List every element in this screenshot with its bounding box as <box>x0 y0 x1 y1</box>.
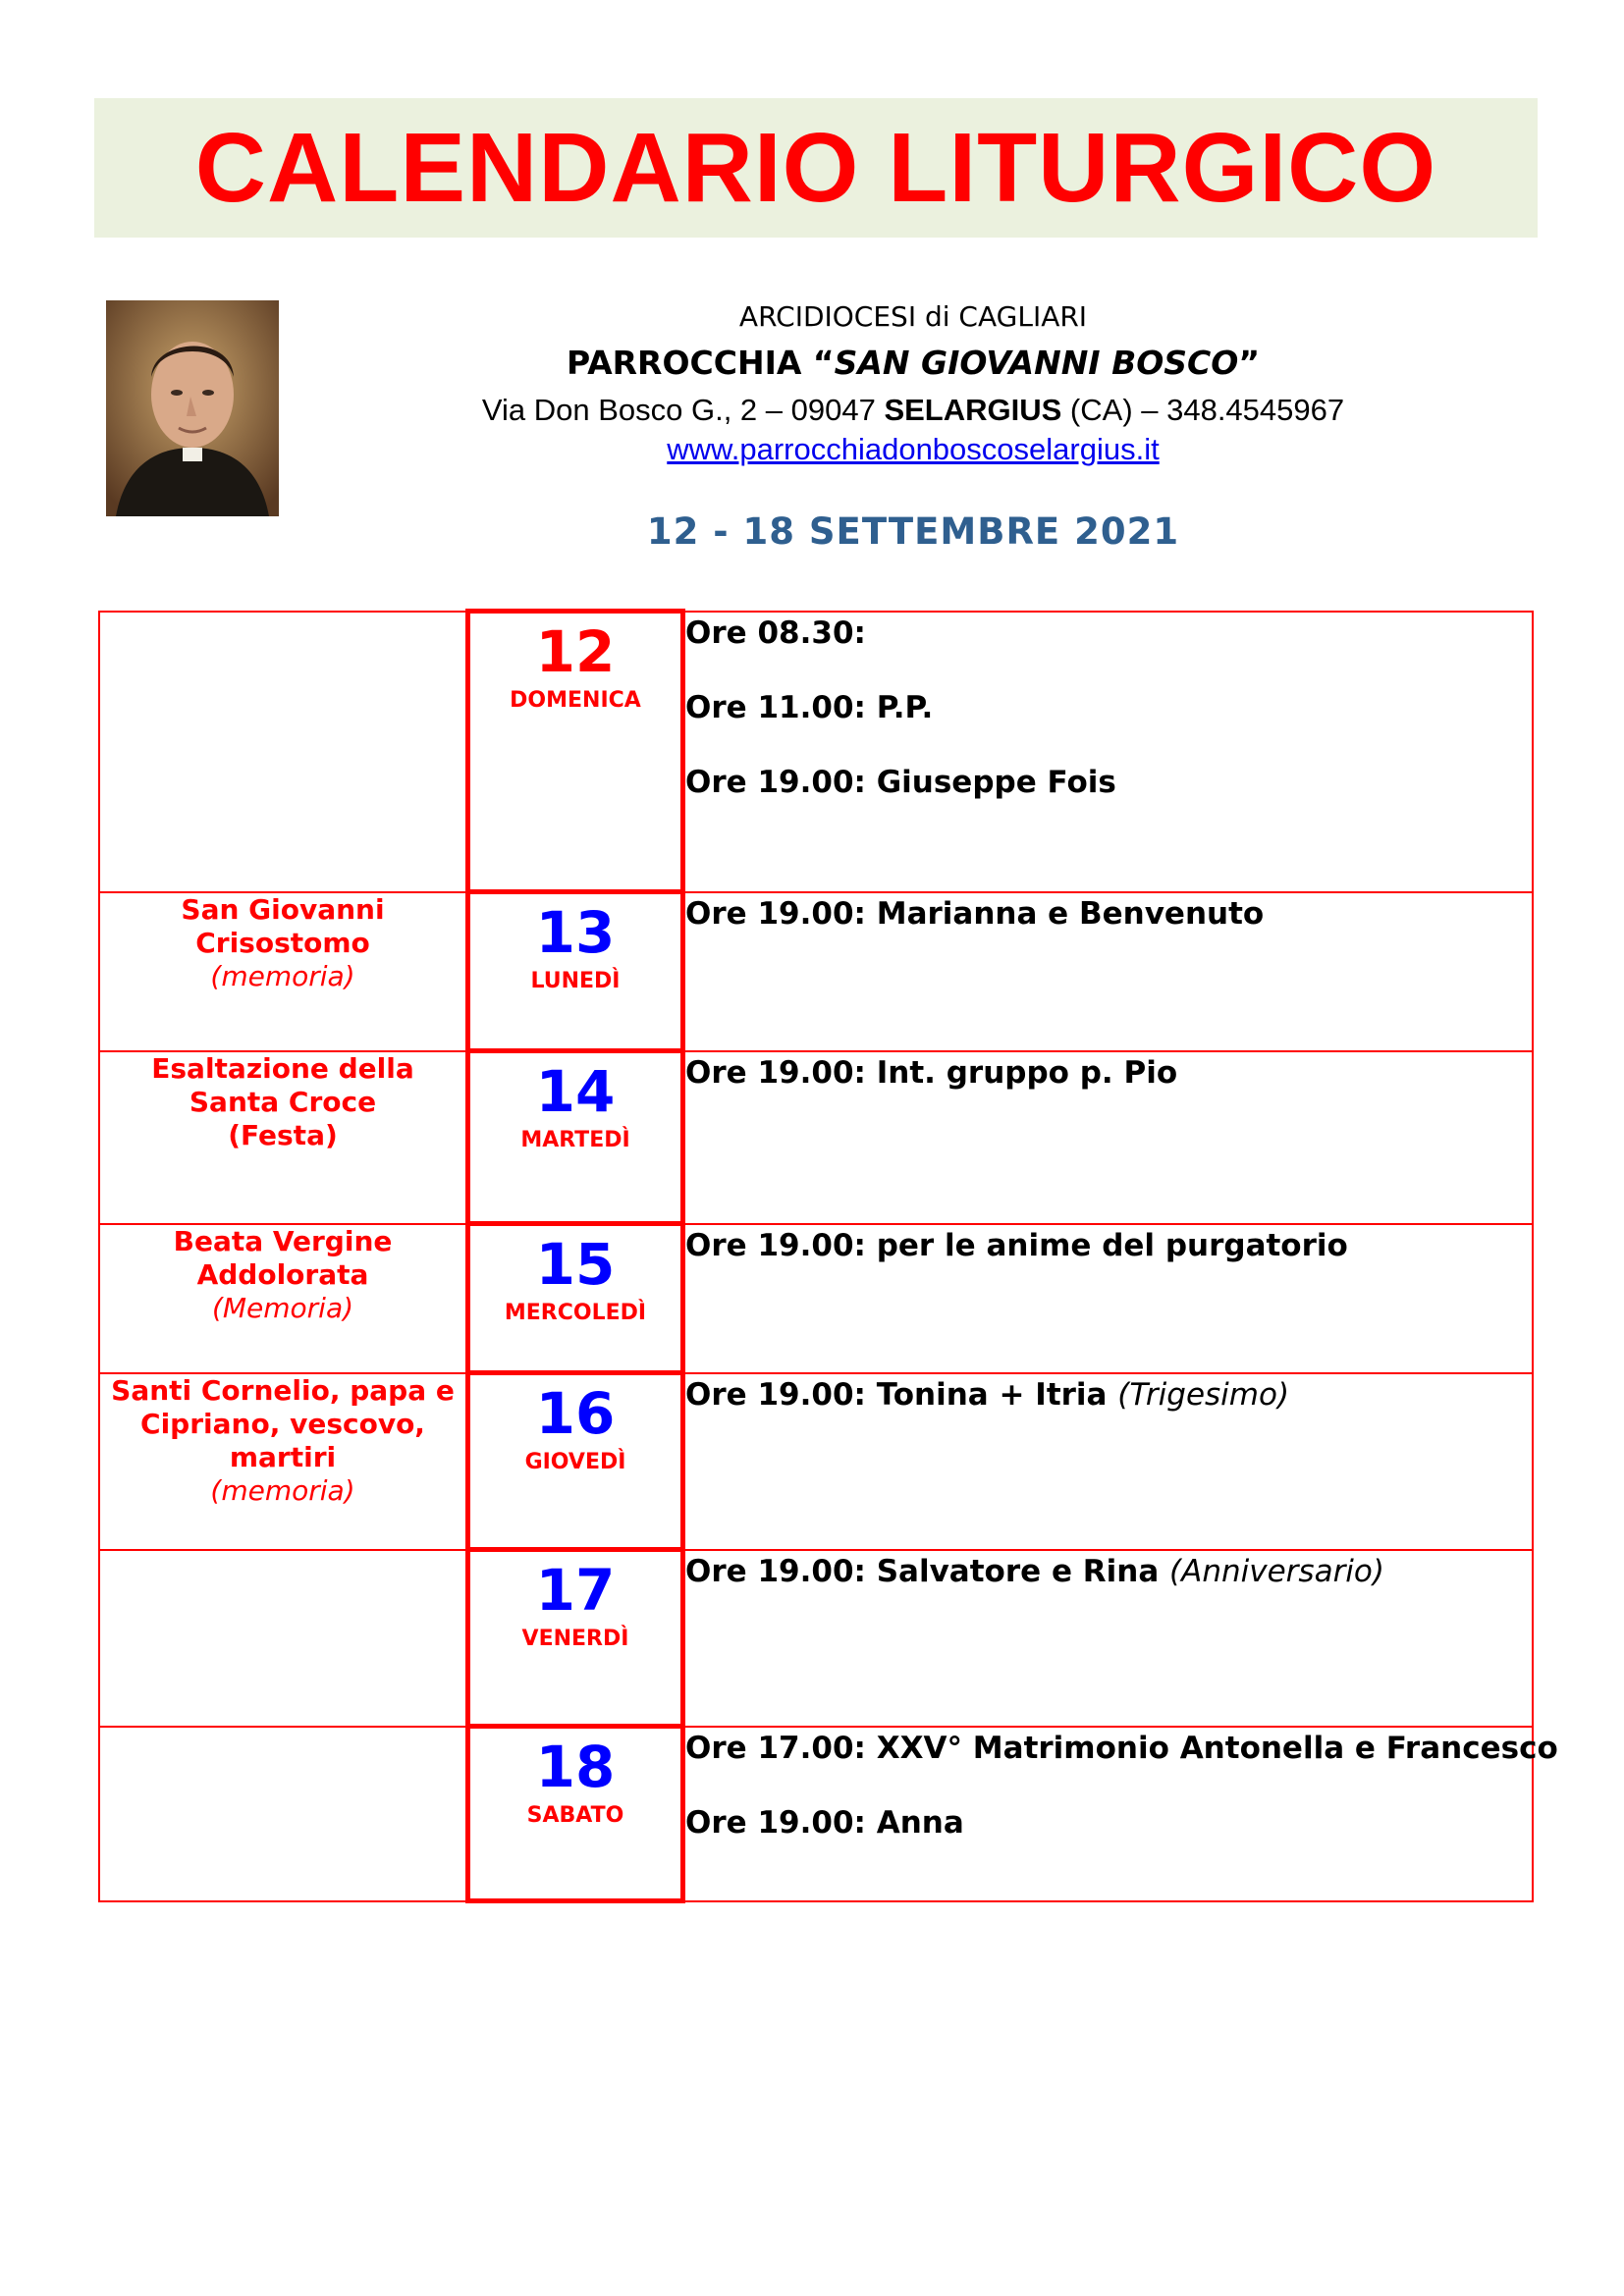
mass-time: Ore 19.00: <box>685 1553 866 1589</box>
saint-of-day <box>99 892 468 1051</box>
saint-name-line: martiri <box>229 1440 337 1473</box>
liturgical-calendar-table <box>98 609 1558 1903</box>
saint-name-line: Esaltazione della <box>151 1051 414 1085</box>
mass-entry <box>685 687 1532 728</box>
mass-intention: Tonina + Itria <box>876 1376 1108 1413</box>
day-number: 15 <box>535 1231 616 1298</box>
mass-intention: Salvatore e Rina <box>876 1553 1160 1589</box>
mass-intentions <box>683 1727 1558 1901</box>
mass-intention: Giuseppe Fois <box>876 764 1116 800</box>
day-name: MARTEDÌ <box>520 1128 630 1152</box>
mass-note: (Trigesimo) <box>1117 1376 1290 1413</box>
day-cell <box>468 1224 683 1373</box>
calendar-row <box>99 1550 1533 1727</box>
mass-entry <box>685 1225 1532 1266</box>
mass-note: (Anniversario) <box>1169 1553 1384 1589</box>
day-name: MERCOLEDÌ <box>504 1301 647 1325</box>
mass-intention: Int. gruppo p. Pio <box>876 1054 1178 1091</box>
calendar-row <box>99 612 1533 892</box>
mass-time: Ore 19.00: <box>685 1804 866 1841</box>
day-cell <box>468 1727 683 1901</box>
mass-time: Ore 19.00: <box>685 1227 866 1263</box>
mass-intentions <box>683 1051 1534 1224</box>
day-cell <box>468 1373 683 1550</box>
diocese-name: ARCIDIOCESI di CAGLIARI <box>738 300 1088 333</box>
day-name: LUNEDÌ <box>530 969 621 993</box>
mass-intention: Marianna e Benvenuto <box>876 895 1265 932</box>
saint-name-line: Beata Vergine <box>173 1224 393 1257</box>
saint-of-day <box>99 1373 468 1550</box>
mass-intention: XXV° Matrimonio Antonella e Francesco <box>876 1730 1558 1766</box>
saint-of-day <box>99 1550 468 1727</box>
day-number: 12 <box>535 618 616 685</box>
mass-entry <box>685 1551 1532 1592</box>
saint-of-day <box>99 1224 468 1373</box>
day-number: 14 <box>535 1058 616 1125</box>
saint-rank-note: (Memoria) <box>211 1291 354 1324</box>
day-cell <box>468 1051 683 1224</box>
mass-entry <box>685 1052 1532 1094</box>
mass-intention: P.P. <box>876 689 934 725</box>
saint-of-day <box>99 1727 468 1901</box>
saint-name-line: Santi Cornelio, papa e <box>111 1373 455 1407</box>
mass-time: Ore 19.00: <box>685 1376 866 1413</box>
mass-entry <box>685 1728 1558 1769</box>
mass-entry <box>685 613 1532 654</box>
saint-name-line: Addolorata <box>196 1257 369 1291</box>
day-cell <box>468 892 683 1051</box>
mass-intentions <box>683 892 1534 1051</box>
calendar-row <box>99 892 1533 1051</box>
calendar-row <box>99 1727 1533 1901</box>
day-name: GIOVEDÌ <box>524 1450 626 1474</box>
day-name: SABATO <box>526 1803 624 1828</box>
day-number: 17 <box>535 1557 616 1624</box>
parish-name: PARROCCHIA “SAN GIOVANNI BOSCO” <box>566 344 1261 382</box>
mass-time: Ore 19.00: <box>685 1054 866 1091</box>
title-banner <box>94 98 1538 238</box>
day-name: VENERDÌ <box>521 1627 629 1651</box>
mass-intentions <box>683 1550 1534 1727</box>
mass-intentions <box>683 612 1534 892</box>
mass-intention: per le anime del purgatorio <box>876 1227 1348 1263</box>
mass-intentions <box>683 1224 1534 1373</box>
day-number: 13 <box>535 899 616 966</box>
don-bosco-portrait <box>106 300 279 516</box>
parish-address: Via Don Bosco G., 2 – 09047 SELARGIUS (CA) – 348.4545967 <box>481 393 1345 427</box>
saint-rank-note: (memoria) <box>210 1473 355 1507</box>
page-title: CALENDARIO LITURGICO <box>194 113 1437 223</box>
week-range: 12 - 18 SETTEMBRE 2021 <box>646 510 1180 553</box>
day-cell <box>468 612 683 892</box>
mass-time: Ore 08.30: <box>685 614 866 651</box>
day-name: DOMENICA <box>510 688 641 713</box>
mass-entry <box>685 762 1532 803</box>
mass-entry <box>685 1802 1532 1843</box>
mass-entry <box>685 893 1532 934</box>
mass-intention: Anna <box>876 1804 964 1841</box>
calendar-row <box>99 1373 1533 1550</box>
saint-rank-note: (memoria) <box>210 959 355 992</box>
saint-name-line: Crisostomo <box>195 926 370 959</box>
day-number: 16 <box>535 1380 616 1447</box>
calendar-row <box>99 1224 1533 1373</box>
calendar-row <box>99 1051 1533 1224</box>
saint-of-day <box>99 1051 468 1224</box>
saint-name-line: Cipriano, vescovo, <box>140 1407 425 1440</box>
saint-name-line: (Festa) <box>228 1118 338 1151</box>
portrait-image <box>106 300 279 516</box>
saint-of-day <box>99 612 468 892</box>
mass-time: Ore 19.00: <box>685 764 866 800</box>
day-number: 18 <box>535 1734 616 1800</box>
mass-time: Ore 11.00: <box>685 689 866 725</box>
mass-time: Ore 17.00: <box>685 1730 866 1766</box>
day-cell <box>468 1550 683 1727</box>
parish-website-link[interactable]: www.parrocchiadonboscoselargius.it <box>667 432 1160 466</box>
saint-name-line: San Giovanni <box>181 892 385 926</box>
mass-time: Ore 19.00: <box>685 895 866 932</box>
saint-name-line: Santa Croce <box>189 1085 377 1118</box>
mass-intentions <box>683 1373 1534 1550</box>
mass-entry <box>685 1374 1532 1415</box>
